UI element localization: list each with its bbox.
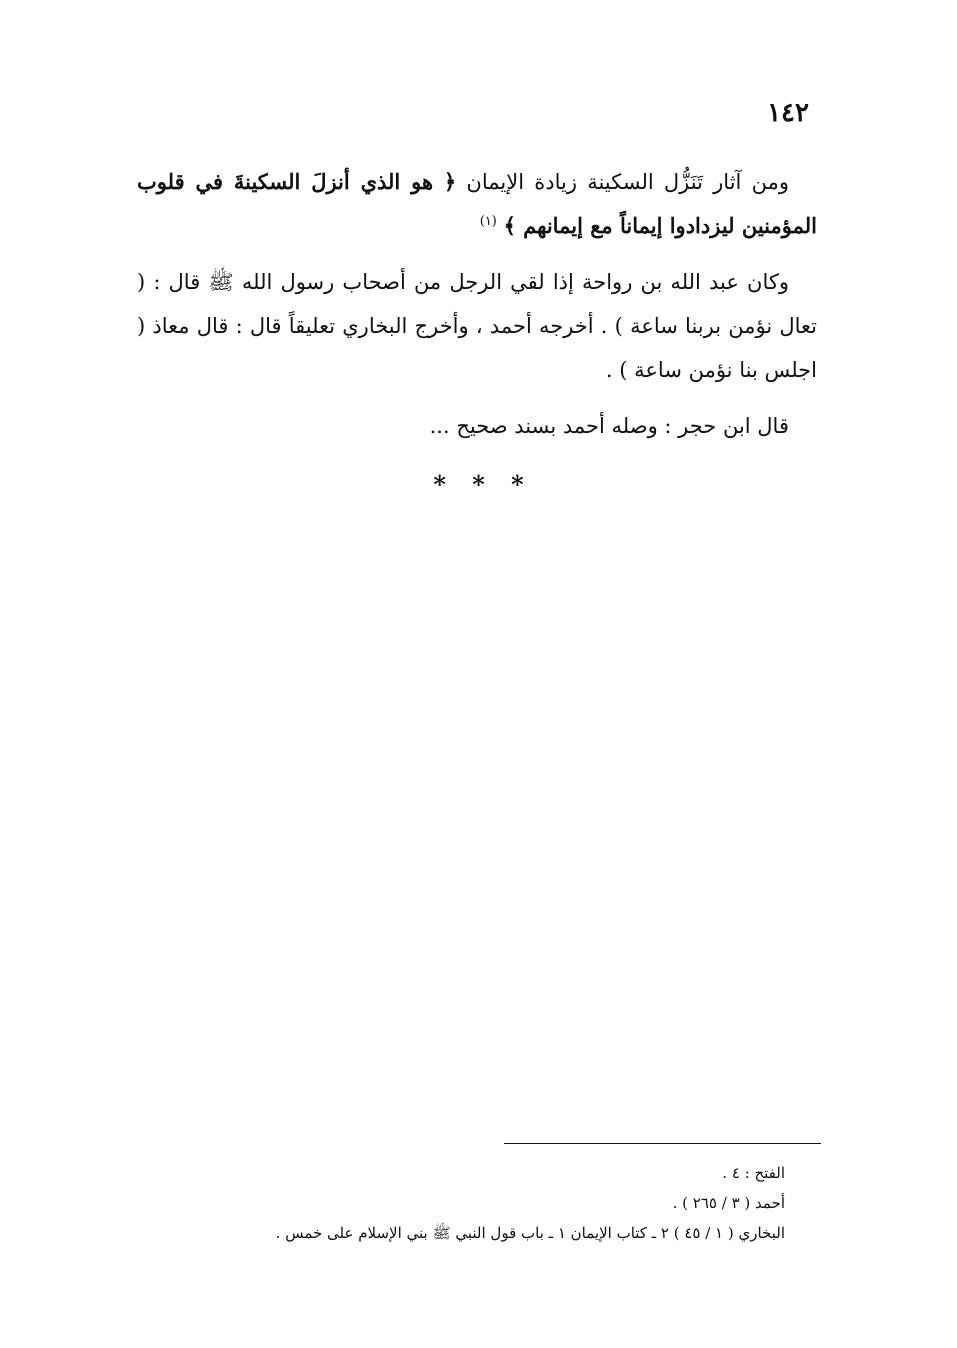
footnote-marker: (١) — [479, 214, 497, 229]
main-text — [137, 160, 817, 460]
page-number: ١٤٢ — [767, 98, 809, 128]
paragraph-ibn-hajar: قال ابن حجر : وصله أحمد بسند صحيح ... — [429, 414, 789, 438]
footnote-item: الفتح : ٤ . — [722, 1164, 785, 1182]
footnote-divider — [504, 1143, 821, 1144]
paragraph-lead-text: ومن آثار تَنَزُّل السكينة زيادة الإيمان — [466, 170, 789, 194]
footnotes — [165, 1158, 785, 1248]
quran-quote: ﴿ هو الذي أنزلَ السكينةَ في قلوب المؤمنين ليزدادوا إيماناً مع إيمانهم ﴾ — [137, 169, 817, 238]
paragraph-abdullah-ibn-rawaha: وكان عبد الله بن رواحة إذا لقي الرجل من أصحاب رسول الله ﷺ قال : ( تعال نؤمن بربنا ساعة ) . أخرجه أحمد ، وأخرج البخاري تعليقاً قال : قال معاذ ( اجلس بنا نؤمن ساعة ) . — [137, 270, 817, 382]
paragraph-tranquility — [137, 160, 817, 248]
section-separator: * * * — [433, 470, 524, 499]
footnote-item: أحمد ( ٣ / ٢٦٥ ) . — [672, 1194, 785, 1212]
footnote-item: البخاري ( ١ / ٤٥ ) ٢ ـ كتاب الإيمان ١ ـ باب قول النبي ﷺ بني الإسلام على خمس . — [275, 1224, 785, 1242]
